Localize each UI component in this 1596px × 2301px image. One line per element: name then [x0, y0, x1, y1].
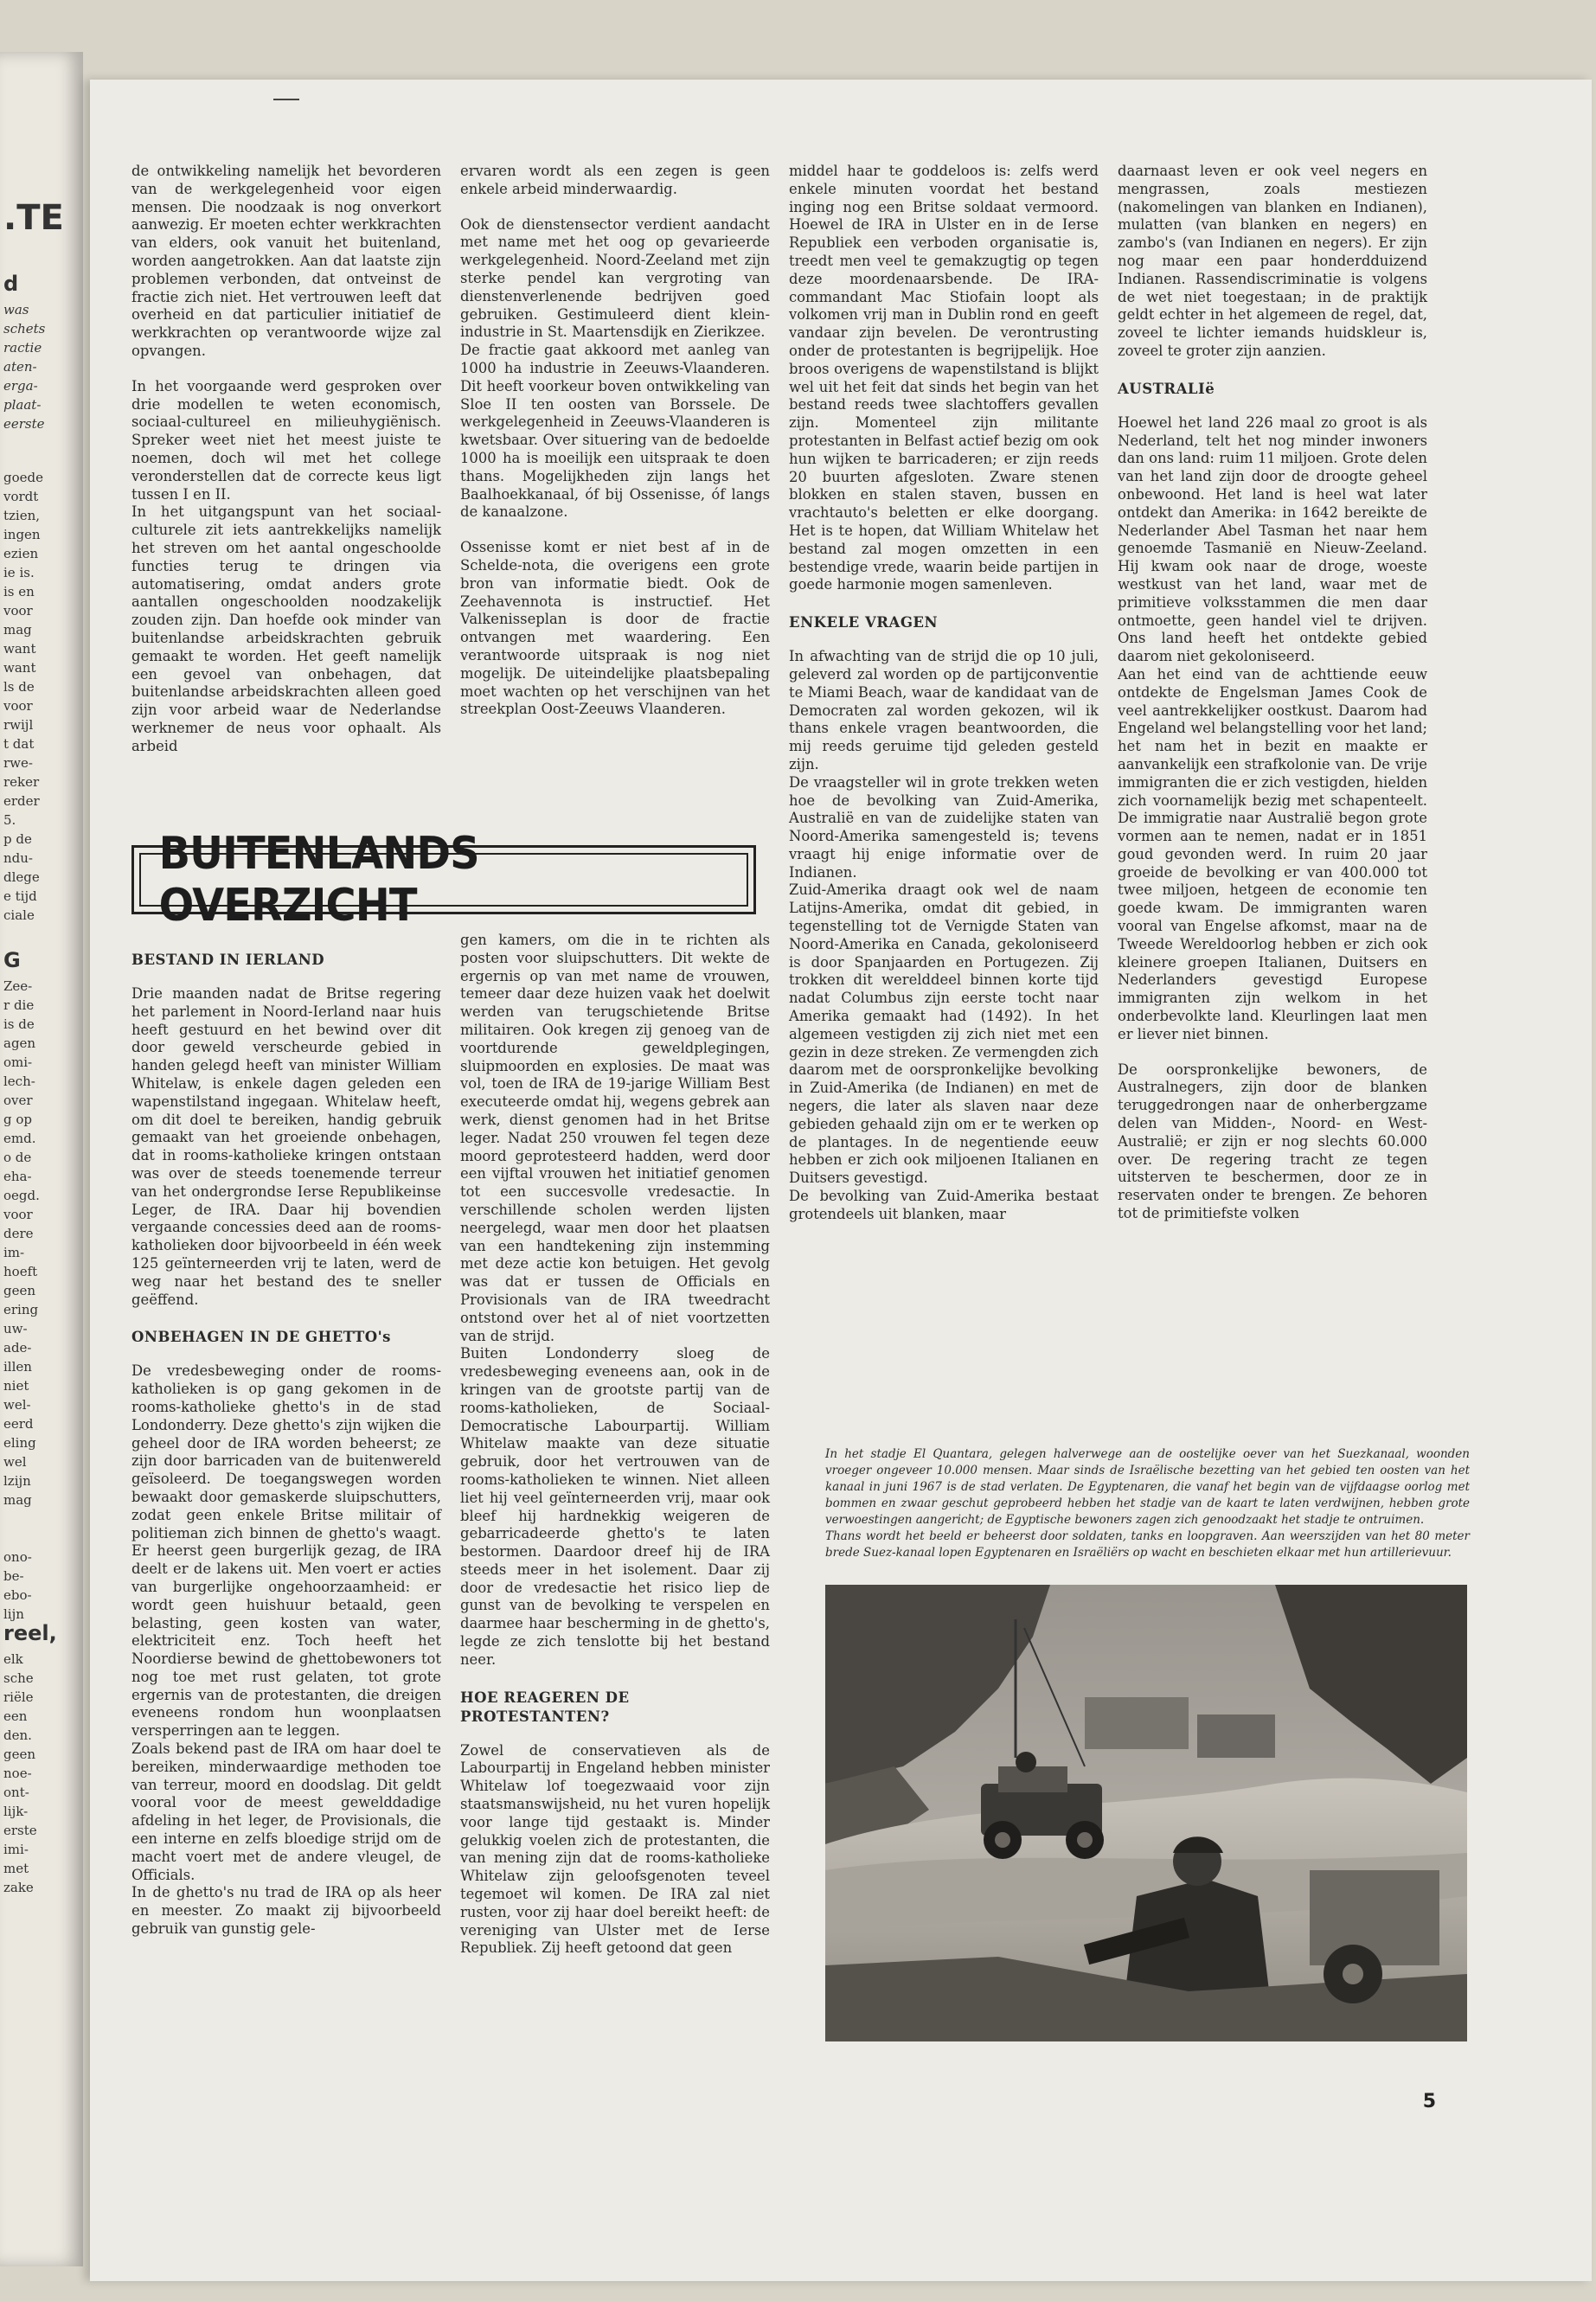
facing-page-fragment: emd.	[3, 1131, 36, 1146]
facing-page-fragment: niet	[3, 1378, 29, 1394]
paragraph: daarnaast leven er ook veel negers en mengrassen, zoals mestiezen (nakomelingen van blanken en Indianen), mulatten (van blanken en negers) en zambo's (van Indianen en negers). Er zijn nog maar een paar honderdduizend Indianen. Rassendiscriminatie is volgens de wet niet toegestaan; in de praktijk geldt echter in het algemeen de regel, dat, zoveel te lichter iemands huidskleur is, zoveel te groter zijn aanzien.	[1118, 163, 1427, 359]
facing-page-fragment: ls de	[3, 679, 35, 695]
paragraph: De vredesbeweging onder de rooms-katholieken is op gang gekomen in de rooms-katholieke ghetto's in de stad Londonderry. Deze ghetto's zijn wijken die geheel door de IRA worden beheerst; ze zijn door barricaden van de buitenwereld geïsoleerd. De toegangswegen worden bewaakt door gemaskerde sluipschutters, zodat geen enkele Britse militair of politieman zich binnen de ghetto's waagt. Er heerst geen burgerlijk gezag, de IRA deelt er de lakens uit. Men voert er acties van burgerlijke ongehoorzaamheid: er wordt geen huishuur betaald, geen belasting, geen kosten van water, elektriciteit enz. Toch heeft het Noordierse bewind de ghettobewoners tot nog toe met rust gelaten, tot grote ergernis van de protestanten, die dreigen eveneens rondom hun woonplaatsen versperringen aan te leggen.	[131, 1362, 441, 1740]
column-2-top	[460, 163, 770, 719]
facing-page-fragment: eling	[3, 1435, 36, 1451]
paragraph: Ook de dienstensector verdient aandacht met name met het oog op gevarieerde werkgelegenheid. Noord-Zeeland met zijn sterke pendel kan vergroting van dienstenverlenende bedrijven goed gebruiken. Gestimuleerd dient klein-industrie in St. Maartensdijk en Zierikzee.	[460, 215, 770, 341]
facing-page-fragment: den.	[3, 1727, 32, 1743]
section-heading: BESTAND IN IERLAND	[131, 952, 325, 968]
facing-page-fragment: lzijn	[3, 1473, 31, 1489]
facing-page-fragment: 5.	[3, 812, 16, 828]
facing-page-fragment: schets	[3, 321, 46, 336]
facing-page-fragment: ciale	[3, 907, 35, 923]
facing-page-edge	[0, 52, 83, 2266]
facing-page-fragment: hoeft	[3, 1264, 38, 1279]
paragraph: de ontwikkeling namelijk het bevorderen van de werkgelegenheid voor eigen mensen. Die noodzaak is nog onverkort aanwezig. Er moeten echter werkkrachten van elders, ook vanuit het buitenland, worden aangetrokken. Aan dat laatste zijn problemen verbonden, dat ontveinst de fractie zich niet. Het vertrouwen leeft dat overheid en dat particulier initiatief de werkkrachten op verantwoorde wijze zal opvangen.	[131, 163, 441, 359]
facing-page-fragment: met	[3, 1861, 29, 1876]
facing-page-fragment: d	[3, 272, 19, 296]
facing-page-fragment: rwijl	[3, 717, 34, 733]
paragraph: Zoals bekend past de IRA om haar doel te bereiken, minderwaardige methoden toe van terreur, moord en doodslag. Dit geldt vooral voor de meest gewelddadige afdeling in het leger, de Provisionals, die een interne en zelfs bloedige strijd om de macht voert met de andere vleugel, de Officials.	[131, 1740, 441, 1883]
facing-page-fragment: riële	[3, 1689, 34, 1705]
facing-page-fragment: is en	[3, 584, 35, 599]
photo-caption	[825, 1446, 1470, 1561]
facing-page-fragment: lijn	[3, 1606, 24, 1622]
facing-page-fragment: want	[3, 660, 36, 676]
facing-page-fragment: ingen	[3, 527, 41, 542]
facing-page-fragment: ezien	[3, 546, 39, 561]
photo-soldiers-jeep	[825, 1585, 1467, 2041]
facing-page-fragment: voor	[3, 698, 33, 714]
header-dash	[273, 99, 299, 100]
facing-page-fragment: p de	[3, 831, 32, 847]
paragraph: Aan het eind van de achttiende eeuw ontdekte de Engelsman James Cook de veel aantrekkelijker oostkust. Daarom had Engeland wel belangstelling voor het land; het nam het in bezit en maakte er aanvankelijk een strafkolonie van. De vrije immigranten die er zich vestigden, hielden zich voornamelijk bezig met schapenteelt. De immigratie naar Australië begon grote vormen aan te nemen, nadat er in 1851 goud gevonden werd. In ruim 20 jaar groeide de bevolking er van 400.000 tot twee miljoen, hetgeen de economie ten goede kwam. De immigranten waren vooral van Engelse afkomst, maar na de Tweede Wereldoorlog hebben er zich ook kleinere groepen Italianen, Duitsers en Nederlanders gevestigd Europese immigranten zijn welkom in het onderbevolkte land. Kleurlingen laat men er liever niet binnen.	[1118, 665, 1427, 1042]
caption-paragraph: Thans wordt het beeld er beheerst door soldaten, tanks en loopgraven. Aan weerszijden van het 80 meter brede Suez-kanaal lopen Egyptenaren en Israëliërs op wacht en beschieten elkaar met hun artillerievuur.	[825, 1529, 1470, 1560]
facing-page-fragment: geen	[3, 1283, 36, 1298]
paragraph: gen kamers, om die in te richten als posten voor sluipschutters. Dit wekte de ergernis op van met name de vrouwen, temeer daar deze huizen vaak het doelwit werden van terugschietende Britse militairen. Ook kregen zij genoeg van de voortdurende geweldplegingen, sluipmoorden en explosies. De maat was vol, toen de IRA de 19-jarige William Best executeerde omdat hij, wegens gebrek aan werk, dienst genomen had in het Britse leger. Nadat 250 vrouwen fel tegen deze moord geprotesteerd hadden, werd door een vijftal vrouwen het initiatief genomen tot een succesvolle vredesactie. In verschillende scholen werden lijsten neergelegd, waar men door het plaatsen van een handtekening zijn instemming met deze actie kon betuigen. Het gevolg was dat er tussen de Officials en Provisionals van de IRA tweedracht ontstond over het al of niet voortzetten van de strijd.	[460, 932, 770, 1344]
paragraph: Hoewel het land 226 maal zo groot is als Nederland, telt het nog minder inwoners dan ons land: ruim 11 miljoen. Grote delen van het land zijn door de droogte geheel onbewoond. Het land is heel wat later ontdekt dan Amerika: in 1642 bereikte de Nederlander Abel Tasman het naar hem genoemde Tasmanië en Nieuw-Zeeland. Hij kwam ook naar de droge, woeste westkust van het land, waar met de primitieve volksstammen die men daar ontmoette, geen handel viel te drijven. Ons land heeft het ontdekte gebied daarom niet gekoloniseerd.	[1118, 413, 1427, 665]
facing-page-fragment: reel,	[3, 1621, 57, 1645]
facing-page-fragment: tzien,	[3, 508, 41, 523]
facing-page-fragment: erste	[3, 1823, 37, 1838]
facing-page-fragment: ndu-	[3, 850, 33, 866]
section-heading: HOE REAGEREN DE PROTESTANTEN?	[460, 1689, 630, 1725]
facing-page-fragment: noe-	[3, 1766, 32, 1781]
facing-page-fragment: dlege	[3, 869, 40, 885]
facing-page-fragment: ebo-	[3, 1587, 32, 1603]
facing-page-fragment: lech-	[3, 1074, 35, 1089]
paragraph: Drie maanden nadat de Britse regering het parlement in Noord-Ierland naar huis heeft gestuurd en het bewind over dit door geweld verscheurde gebied in handen gelegd heeft van minister William Whitelaw, is enkele dagen geleden een wapenstilstand ingegaan. Whitelaw heeft, om dit doel te bereiken, handig gebruik gemaakt van het groeiende onbehagen, dat in rooms-katholieke kringen ontstaan was over de steeds toenemende terreur van het ondergrondse Ierse Republikeinse Leger, de IRA. Daar hij bovendien vergaande concessies deed aan de rooms-katholieken door bijvoorbeeld in één week 125 geïnterneerden vrij te laten, werd de weg naar het bestand des te sneller geëffend.	[131, 985, 441, 1308]
facing-page-fragment: illen	[3, 1359, 32, 1375]
section-banner	[131, 828, 756, 932]
facing-page-fragment: aten-	[3, 359, 37, 375]
facing-page-fragment: ono-	[3, 1549, 32, 1565]
facing-page-fragment: agen	[3, 1035, 36, 1051]
facing-page-fragment: ont-	[3, 1785, 29, 1800]
facing-page-fragment: e tijd	[3, 888, 37, 904]
facing-page-fragment: im-	[3, 1245, 25, 1260]
facing-page-fragment: over	[3, 1093, 33, 1108]
facing-page-fragment: wel-	[3, 1397, 31, 1413]
facing-page-fragment: g op	[3, 1112, 33, 1127]
facing-page-fragment: Zee-	[3, 978, 33, 994]
facing-page-fragment: goede	[3, 470, 43, 485]
facing-page-fragment: o de	[3, 1150, 32, 1165]
section-heading: AUSTRALIë	[1118, 380, 1215, 397]
section-heading: ONBEHAGEN IN DE GHETTO's	[131, 1329, 391, 1346]
paragraph: middel haar te goddeloos is: zelfs werd enkele minuten voordat het bestand inging nog een Britse soldaat vermoord. Hoewel de IRA in Ulster en in de Ierse Republiek een verboden organisatie is, treedt men veel te gemakzugtig op tegen deze moordenaarsbende. De IRA-commandant Mac Stiofain loopt als volkomen vrij man in Dublin rond en geeft vandaar zijn bevelen. De verontrusting onder de protestanten is begrijpelijk. Hoe broos overigens de wapenstilstand is blijkt wel uit het feit dat sinds het begin van het bestand reeds twee slachtoffers gevallen zijn. Momenteel zijn militante protestanten in Belfast actief bezig om ook hun wijken te barricaderen; er zijn reeds 20 buurten afgesloten. Zware stenen blokken en stalen staven, bussen en vrachtauto's beletten er elke doorgang. Het is te hopen, dat William Whitelaw het bestand zal mogen omzetten in een bestendige vrede, waarin beide partijen in goede harmonie mogen samenleven.	[789, 163, 1099, 593]
facing-page-fragment: oegd.	[3, 1188, 40, 1203]
facing-page-fragment: ie is.	[3, 565, 35, 580]
paragraph: In het uitgangspunt van het sociaal-culturele zit iets aantrekkelijks namelijk het streven om het aantal ongeschoolde functies terug te dringen via automatisering, omdat anders grote aantallen ongeschoolden noodzakelijk zouden zijn. Dan hoefde ook minder van buitenlandse arbeidskrachten gebruik gemaakt te worden. Het geeft namelijk een gevoel van onbehagen, dat buitenlandse arbeidskrachten alleen goed zijn voor arbeid waar de Nederlandse werknemer de neus voor ophaalt. Als arbeid	[131, 503, 441, 754]
facing-page-fragment: sche	[3, 1670, 34, 1686]
column-4	[1118, 163, 1427, 1223]
facing-page-fragment: voor	[3, 603, 33, 619]
facing-page-fragment: imi-	[3, 1842, 29, 1857]
facing-page-fragment: zake	[3, 1880, 34, 1895]
facing-page-fragment: eerste	[3, 416, 45, 432]
column-2-bottom	[460, 932, 770, 1958]
page-number: 5	[1422, 2091, 1436, 2112]
facing-page-fragment: G	[3, 948, 21, 972]
facing-page-fragment: erga-	[3, 378, 38, 394]
facing-page-fragment: mag	[3, 1492, 32, 1508]
banner-title: BUITENLANDS OVERZICHT	[158, 828, 479, 932]
paragraph: De vraagsteller wil in grote trekken weten hoe de bevolking van Zuid-Amerika, Australië en van de zuidelijke staten van Noord-Amerika samengesteld is; tevens vraagt hij enige informatie over de Indianen.	[789, 773, 1099, 881]
facing-page-fragment: was	[3, 302, 29, 317]
paragraph: De oorspronkelijke bewoners, de Australnegers, zijn door de blanken teruggedrongen naar de onherbergzame delen van Midden-, Noord- en West-Australië; er zijn er nog slechts 60.000 over. De regering tracht ze tegen uitsterven te beschermen, door ze in reservaten onder te brengen. Ze behoren tot de primitiefste volken	[1118, 1061, 1427, 1222]
facing-page-fragment: .TE	[3, 198, 64, 238]
facing-page-fragment: omi-	[3, 1054, 33, 1070]
paragraph: De fractie gaat akkoord met aanleg van 1000 ha industrie in Zeeuws-Vlaanderen. Dit heeft voorkeur boven ontwikkeling van Sloe II ten oosten van Borssele. De werkgelegenheid in Zeeuws-Vlaanderen is kwetsbaar. Over situering van de bedoelde 1000 ha is moeilijk een uitspraak te doen thans. Mogelijkheden zijn langs het Baalhoekkanaal, óf bij Ossenisse, óf langs de kanaalzone.	[460, 342, 770, 521]
facing-page-fragment: reker	[3, 774, 40, 790]
facing-page-fragment: een	[3, 1708, 28, 1724]
facing-page-fragment: is de	[3, 1016, 35, 1032]
section-heading: ENKELE VRAGEN	[789, 614, 939, 631]
column-1-bottom	[131, 932, 441, 1939]
facing-page-fragment: want	[3, 641, 36, 657]
facing-page-fragment: eha-	[3, 1169, 32, 1184]
facing-page-fragment: r die	[3, 997, 35, 1013]
facing-page-fragment: mag	[3, 622, 32, 638]
paragraph: Zowel de conservatieven als de Labourpartij in Engeland hebben minister Whitelaw lof toegezwaaid voor zijn staatsmanswijsheid, nu het vuren hopelijk voor lange tijd gestaakt is. Minder gelukkig voelen zich de protestanten, die van mening zijn dat de rooms-katholieke Whitelaw zijn geloofsgenoten teveel tegemoet wil komen. De IRA zal niet rusten, voor zij haar doel bereikt heeft: de vereniging van Ulster met de Ierse Republiek. Zij heeft getoond dat geen	[460, 1741, 770, 1957]
facing-page-fragment: ractie	[3, 340, 42, 356]
paragraph: Buiten Londonderry sloeg de vredesbeweging eveneens aan, ook in de kringen van de grootste partij van de rooms-katholieken, de Sociaal-Democratische Labourpartij. William Whitelaw maakte van deze situatie gebruik, door het vertrouwen van de rooms-katholieken te winnen. Niet alleen liet hij veel geïnterneerden vrij, maar ook bleef hij hardnekkig weigeren de gebarricadeerde ghetto's te laten bestormen. Daardoor dreef hij de IRA steeds meer in het isolement. Daar zij door de vredesactie het risico liep de gunst van de bevolking te verspelen en daarmee haar bescherming in de ghetto's, legde ze zich tenslotte bij het bestand neer.	[460, 1345, 770, 1668]
facing-page-fragment: plaat-	[3, 397, 42, 413]
facing-page-fragment: geen	[3, 1747, 36, 1762]
column-3	[789, 163, 1099, 1224]
facing-page-fragment: wel	[3, 1454, 27, 1470]
paragraph: Ossenisse komt er niet best af in de Schelde-nota, die overigens een grote bron van informatie biedt. Ook de Zeehavennota is instructief. Het Valkenisseplan is door de fractie ontvangen met waardering. Een verantwoorde uitspraak is nog niet mogelijk. De uiteindelijke plaatsbepaling moet wachten op het verschijnen van het streekplan Oost-Zeeuws Vlaanderen.	[460, 539, 770, 718]
facing-page-fragment: eerd	[3, 1416, 34, 1432]
facing-page-fragment: rwe-	[3, 755, 33, 771]
facing-page-fragment: lijk-	[3, 1804, 29, 1819]
facing-page-fragment: elk	[3, 1651, 23, 1667]
facing-page-fragment: voor	[3, 1207, 33, 1222]
facing-page-fragment: dere	[3, 1226, 34, 1241]
paragraph: In de ghetto's nu trad de IRA op als heer en meester. Zo maakt zij bijvoorbeeld gebruik van gunstig gele-	[131, 1884, 441, 1938]
photo-illustration	[825, 1585, 1467, 2041]
facing-page-fragment: vordt	[3, 489, 39, 504]
caption-paragraph: In het stadje El Quantara, gelegen halverwege aan de oostelijke oever van het Suezkanaal, woonden vroeger ongeveer 10.000 mensen. Maar sinds de Israëlische bezetting van het gebied ten oosten van het kanaal in juni 1967 is de stad verlaten. De Egyptenaren, die vanaf het begin van de vijfdaagse oorlog met bommen en zwaar geschut geprobeerd hebben het stadje van de kaart te laten verdwijnen, hebben grote verwoestingen aangericht; de Egyptische bewoners zagen zich genoodzaakt het stadje te ontruimen.	[825, 1447, 1470, 1527]
magazine-page	[90, 80, 1592, 2281]
paragraph: In het voorgaande werd gesproken over drie modellen te weten economisch, sociaal-cultureel en milieuhygiënisch. Spreker weet niet het meest juiste te noemen, doch wil met het college veronderstellen dat de correcte keus ligt tussen I en II.	[131, 377, 441, 503]
facing-page-fragment: t dat	[3, 736, 35, 752]
column-1-top	[131, 163, 441, 756]
paragraph: ervaren wordt als een zegen is geen enkele arbeid minderwaardig.	[460, 163, 770, 197]
facing-page-fragment: ering	[3, 1302, 39, 1317]
facing-page-fragment: be-	[3, 1568, 24, 1584]
facing-page-fragment: erder	[3, 793, 40, 809]
paragraph: De bevolking van Zuid-Amerika bestaat grotendeels uit blanken, maar	[789, 1188, 1099, 1222]
facing-page-fragment: uw-	[3, 1321, 28, 1336]
paragraph: Zuid-Amerika draagt ook wel de naam Latijns-Amerika, omdat dit gebied, in tegenstelling tot de Vernigde Staten van Noord-Amerika en Canada, gekoloniseerd is door Spanjaarden en Portugezen. Zij trokken dit werelddeel binnen korte tijd nadat Columbus zijn eerste tocht naar Amerika gemaakt had (1492). In het algemeen vestigden zij zich niet met een gezin in deze streken. Ze vermengden zich daarom met de oorspronkelijke bevolking in Zuid-Amerika (de Indianen) en met de negers, die later als slaven naar deze gebieden gehaald zijn om er te werken op de plantages. In de negentiende eeuw hebben er zich ook miljoenen Italianen en Duitsers gevestigd.	[789, 881, 1099, 1187]
paragraph: In afwachting van de strijd die op 10 juli, geleverd zal worden op de partijconventie te Miami Beach, waar de kandidaat van de Democraten zal worden gekozen, wil ik thans enkele vragen beantwoorden, die mij reeds geruime tijd geleden gesteld zijn.	[789, 648, 1099, 772]
facing-page-fragment: ade-	[3, 1340, 32, 1356]
